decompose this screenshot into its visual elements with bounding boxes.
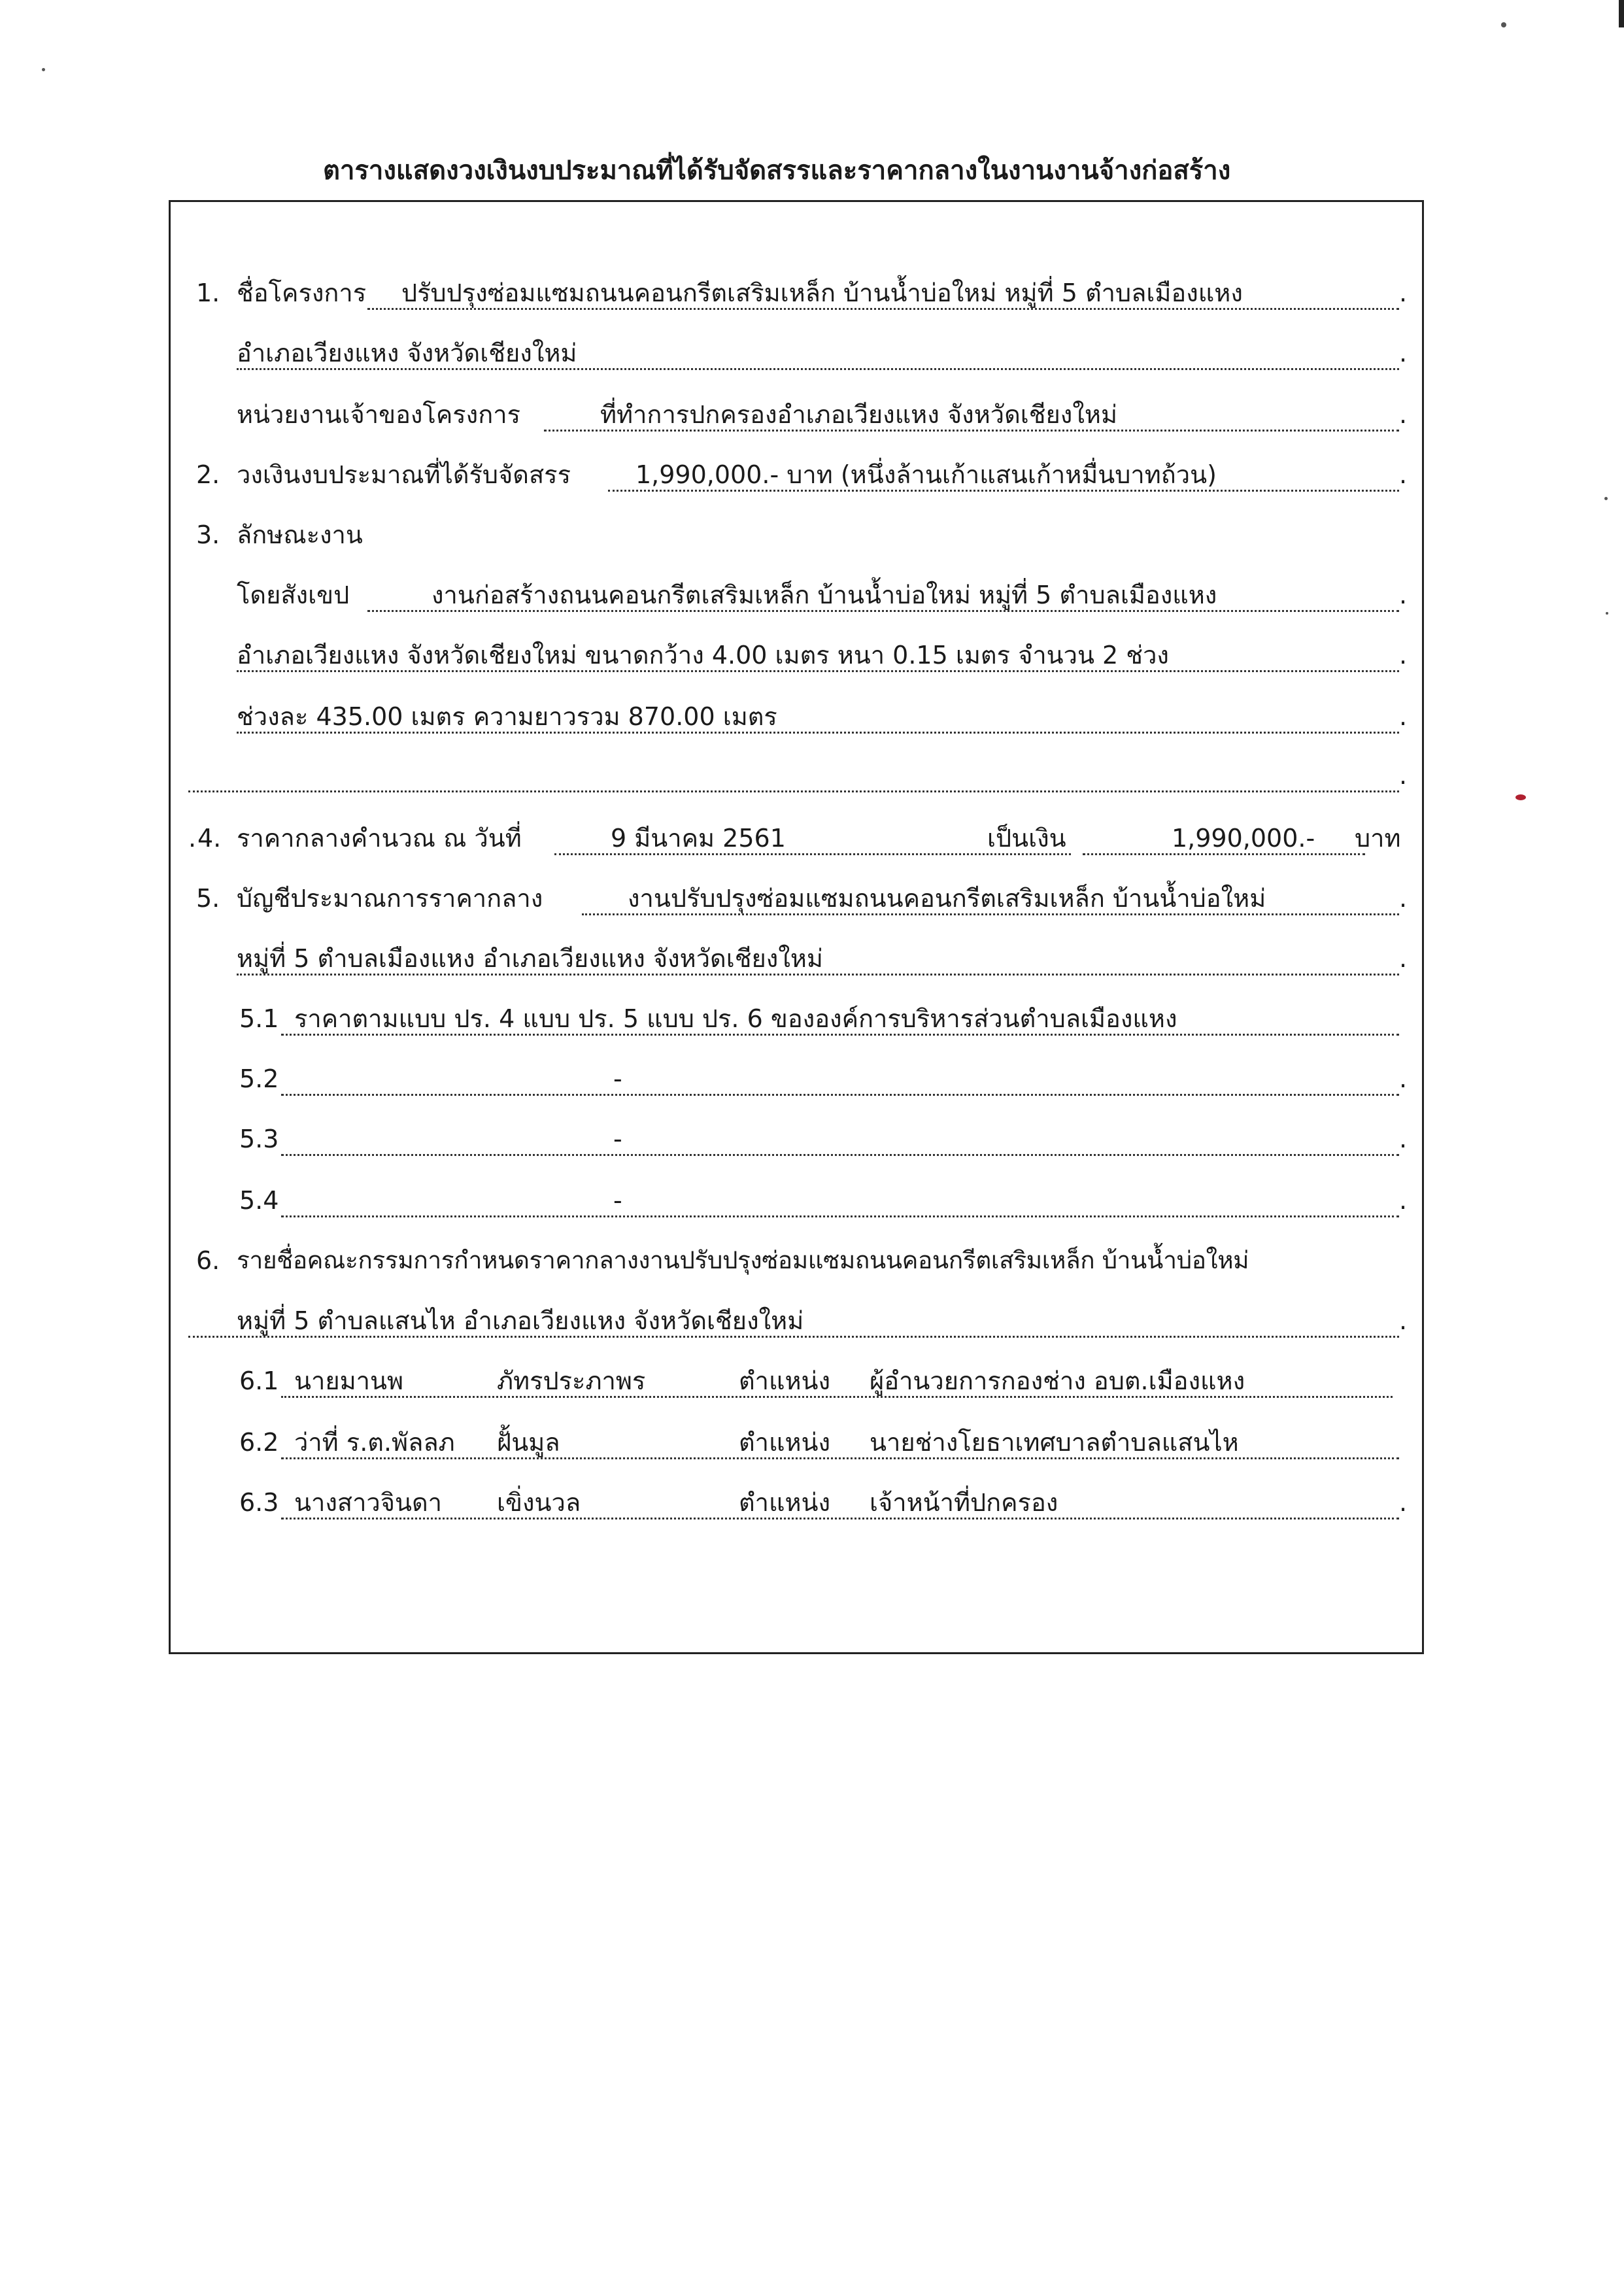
item5-row bbox=[196, 879, 1412, 918]
summary-field bbox=[367, 575, 1399, 612]
member-last-name: ฝั้นมูล bbox=[497, 1428, 560, 1457]
subitem-5-4 bbox=[196, 1181, 1412, 1220]
line-end-period: . bbox=[1399, 1306, 1408, 1335]
line-end-period: . bbox=[1399, 944, 1408, 973]
subitem-value: - bbox=[613, 1125, 622, 1153]
item-number: 2. bbox=[196, 460, 220, 489]
member-position: ผู้อำนวยการกองช่าง อบต.เมืองแหง bbox=[870, 1366, 1245, 1395]
subitem-number: 5.1 bbox=[239, 1004, 279, 1033]
member-first-name: นางสาวจินดา bbox=[294, 1488, 442, 1517]
summary-value-cont: ช่วงละ 435.00 เมตร ความยาวรวม 870.00 เมตร bbox=[237, 702, 777, 731]
item1-owner-row bbox=[196, 395, 1412, 434]
member-position-label: ตำแหน่ง bbox=[739, 1428, 831, 1457]
median-price-date: 9 มีนาคม 2561 bbox=[611, 824, 786, 853]
member-6-1 bbox=[196, 1361, 1412, 1400]
item3-summary-row3 bbox=[196, 697, 1412, 736]
bill-of-quantities-field bbox=[582, 879, 1399, 915]
scan-speck bbox=[1501, 22, 1506, 27]
subitem-field bbox=[281, 1119, 1399, 1156]
subitem-number: 5.4 bbox=[239, 1186, 279, 1215]
subitem-field bbox=[281, 1059, 1399, 1096]
amount-field bbox=[1083, 819, 1365, 855]
member-first-name: นายมานพ bbox=[294, 1366, 403, 1395]
bill-of-quantities-label: บัญชีประมาณการราคากลาง bbox=[237, 884, 543, 913]
amount-unit: บาท bbox=[1355, 824, 1401, 853]
member-last-name: เขิ่งนวล bbox=[497, 1488, 581, 1517]
subitem-5-2 bbox=[196, 1059, 1412, 1098]
committee-label: รายชื่อคณะกรรมการกำหนดราคากลางงานปรับปรุงซ่อมแซมถนนคอนกรีตเสริมเหล็ก บ้านน้ำบ่อใหม่ bbox=[237, 1246, 1249, 1274]
amount-label: เป็นเงิน bbox=[987, 824, 1066, 853]
line-end-period: . bbox=[1399, 641, 1408, 670]
bill-of-quantities-value: งานปรับปรุงซ่อมแซมถนนคอนกรีตเสริมเหล็ก บ้านน้ำบ่อใหม่ bbox=[628, 884, 1266, 913]
amount-value: 1,990,000.- bbox=[1172, 824, 1315, 853]
scan-speck bbox=[1606, 612, 1608, 615]
subitem-number: 5.2 bbox=[239, 1064, 279, 1093]
member-field bbox=[281, 1483, 1399, 1519]
item3-summary-row4 bbox=[196, 756, 1412, 795]
item4-row bbox=[188, 819, 1417, 858]
committee-value-cont: หมู่ที่ 5 ตำบลแสนไห อำเภอเวียงแหง จังหวัดเชียงใหม่ bbox=[237, 1306, 804, 1335]
summary-value: งานก่อสร้างถนนคอนกรีตเสริมเหล็ก บ้านน้ำบ่อใหม่ หมู่ที่ 5 ตำบลเมืองแหง bbox=[431, 581, 1217, 609]
scan-red-speck bbox=[1515, 794, 1526, 800]
subitem-5-3 bbox=[196, 1119, 1412, 1159]
line-end-period: . bbox=[1399, 884, 1408, 913]
line-end-period: . bbox=[1399, 1186, 1408, 1215]
member-number: 6.1 bbox=[239, 1366, 279, 1395]
scan-edge-mark bbox=[1619, 0, 1624, 27]
line-end-period: . bbox=[1399, 460, 1408, 489]
line-end-period: . bbox=[1399, 1125, 1408, 1153]
summary-field-blank bbox=[188, 756, 1399, 792]
member-6-2 bbox=[196, 1423, 1412, 1462]
item3-summary-row2 bbox=[196, 636, 1412, 675]
line-end-period: . bbox=[1399, 702, 1408, 731]
item-number: 3. bbox=[196, 520, 220, 549]
line-end-period: . bbox=[1399, 761, 1408, 790]
member-position-label: ตำแหน่ง bbox=[739, 1488, 831, 1517]
item-number: . bbox=[188, 824, 197, 853]
subitem-field bbox=[281, 999, 1399, 1036]
item-number: 4. bbox=[197, 824, 222, 853]
budget-field bbox=[608, 455, 1399, 492]
bill-of-quantities-value-cont: หมู่ที่ 5 ตำบลเมืองแหง อำเภอเวียงแหง จังหวัดเชียงใหม่ bbox=[237, 944, 823, 973]
item2-row bbox=[196, 455, 1412, 494]
owner-value: ที่ทำการปกครองอำเภอเวียงแหง จังหวัดเชียงใหม่ bbox=[600, 400, 1118, 429]
median-price-label: ราคากลางคำนวณ ณ วันที่ bbox=[237, 824, 522, 853]
member-position-label: ตำแหน่ง bbox=[739, 1366, 831, 1395]
budget-label: วงเงินงบประมาณที่ได้รับจัดสรร bbox=[237, 460, 571, 489]
line-end-period: . bbox=[1399, 279, 1408, 307]
summary-field-cont bbox=[237, 636, 1399, 672]
subitem-number: 5.3 bbox=[239, 1125, 279, 1153]
member-number: 6.2 bbox=[239, 1428, 279, 1457]
subitem-value: ราคาตามแบบ ปร. 4 แบบ ปร. 5 แบบ ปร. 6 ขององค์การบริหารส่วนตำบลเมืองแหง bbox=[294, 1004, 1177, 1033]
member-last-name: ภัทรประภาพร bbox=[497, 1366, 646, 1395]
item-number: 1. bbox=[196, 279, 220, 307]
summary-field-cont bbox=[237, 697, 1399, 734]
member-position: เจ้าหน้าที่ปกครอง bbox=[870, 1488, 1058, 1517]
item3-row bbox=[196, 515, 1412, 554]
item6-row2 bbox=[196, 1301, 1412, 1340]
line-end-period: . bbox=[1399, 1488, 1408, 1517]
subitem-field bbox=[281, 1181, 1399, 1217]
line-end-period: . bbox=[1399, 339, 1408, 367]
summary-value-cont: อำเภอเวียงแหง จังหวัดเชียงใหม่ ขนาดกว้าง 4.00 เมตร หนา 0.15 เมตร จำนวน 2 ช่วง bbox=[237, 641, 1169, 670]
subitem-value: - bbox=[613, 1186, 622, 1215]
page-title: ตารางแสดงวงเงินงบประมาณที่ได้รับจัดสรรและราคากลางในงานงานจ้างก่อสร้าง bbox=[323, 156, 1231, 186]
member-first-name: ว่าที่ ร.ต.พัลลภ bbox=[294, 1428, 455, 1457]
item-number: 6. bbox=[196, 1246, 220, 1275]
project-name-label: ชื่อโครงการ bbox=[237, 279, 367, 307]
subitem-5-1 bbox=[196, 999, 1412, 1038]
line-end-period: . bbox=[1399, 400, 1408, 429]
member-position: นายช่างโยธาเทศบาลตำบลแสนไห bbox=[870, 1428, 1239, 1457]
budget-value: 1,990,000.- บาท (หนึ่งล้านเก้าแสนเก้าหมื่นบาทถ้วน) bbox=[635, 460, 1217, 489]
work-nature-label: ลักษณะงาน bbox=[237, 520, 363, 549]
item1-row bbox=[196, 273, 1412, 313]
member-6-3 bbox=[196, 1483, 1412, 1522]
summary-label: โดยสังเขป bbox=[237, 581, 350, 609]
project-name-field bbox=[367, 273, 1399, 310]
scan-speck bbox=[42, 68, 45, 71]
owner-label: หน่วยงานเจ้าของโครงการ bbox=[237, 400, 520, 429]
item1-row2 bbox=[196, 333, 1412, 373]
item-number: 5. bbox=[196, 884, 220, 913]
item3-summary-row1 bbox=[196, 575, 1412, 615]
item5-row2 bbox=[196, 939, 1412, 978]
member-number: 6.3 bbox=[239, 1488, 279, 1517]
member-field bbox=[281, 1361, 1393, 1398]
owner-field bbox=[544, 395, 1399, 432]
scan-speck bbox=[1604, 497, 1608, 500]
bill-of-quantities-field-cont bbox=[237, 939, 1399, 976]
member-field bbox=[281, 1423, 1399, 1459]
subitem-value: - bbox=[613, 1064, 622, 1093]
committee-field-cont bbox=[188, 1301, 1399, 1338]
item6-row bbox=[196, 1241, 1412, 1280]
project-name-value-cont: อำเภอเวียงแหง จังหวัดเชียงใหม่ bbox=[237, 339, 577, 367]
line-end-period: . bbox=[1399, 581, 1408, 609]
project-name-value: ปรับปรุงซ่อมแซมถนนคอนกรีตเสริมเหล็ก บ้านน้ำบ่อใหม่ หมู่ที่ 5 ตำบลเมืองแหง bbox=[401, 279, 1243, 307]
line-end-period: . bbox=[1399, 1064, 1408, 1093]
project-name-field-cont bbox=[237, 333, 1399, 370]
